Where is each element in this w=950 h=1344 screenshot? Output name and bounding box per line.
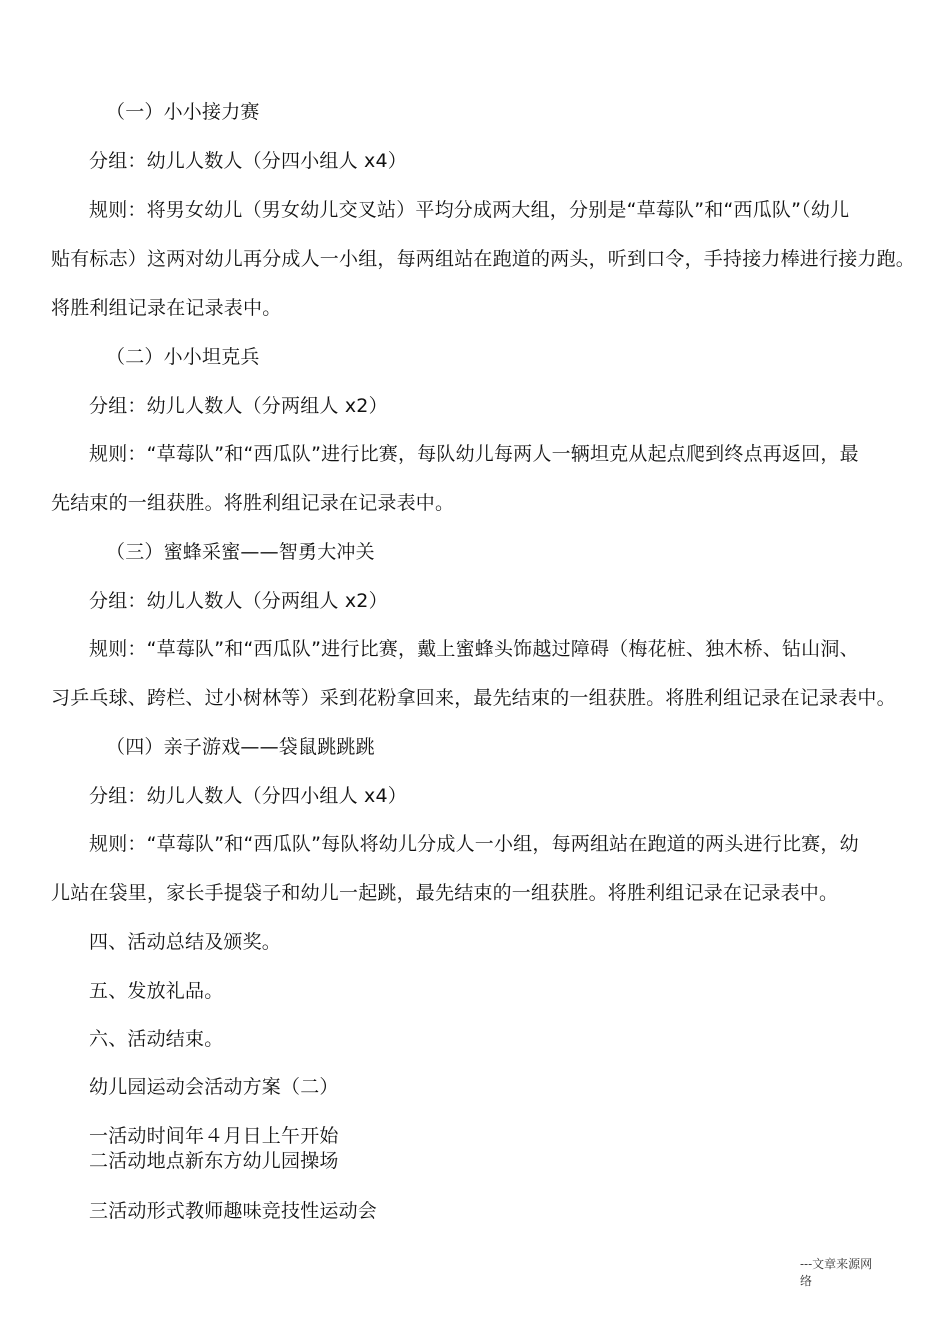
- section-3-heading: （三）蜜蜂采蜜——智勇大冲关: [106, 541, 375, 563]
- section-3-rule-line-1: 规则：“草莓队”和“西瓜队”进行比赛，戴上蜜蜂头饰越过障碍（梅花桩、独木桥、钻山洞、: [89, 638, 859, 660]
- section-1-rule-line-2: 贴有标志）这两对幼儿再分成人一小组，每两组站在跑道的两头，听到口令，手持接力棒进行接力跑。: [51, 248, 916, 270]
- section-2-rule-line-1: 规则：“草莓队”和“西瓜队”进行比赛，每队幼儿每两人一辆坦克从起点爬到终点再返回，最: [89, 443, 859, 465]
- section-4-rule-line-2: 儿站在袋里，家长手提袋子和幼儿一起跳，最先结束的一组获胜。将胜利组记录在记录表中。: [51, 882, 839, 904]
- section-1-heading: （一）小小接力赛: [106, 101, 260, 123]
- section-2-rule-line-2: 先结束的一组获胜。将胜利组记录在记录表中。: [51, 492, 455, 514]
- section-2-heading: （二）小小坦克兵: [106, 346, 260, 368]
- plan-two-format: 三活动形式教师趣味竞技性运动会: [89, 1200, 378, 1222]
- section-1-rule-line-1: 规则：将男女幼儿（男女幼儿交叉站）平均分成两大组，分别是“草莓队”和“西瓜队”（幼儿: [89, 199, 850, 221]
- item-gifts: 五、发放礼品。: [89, 980, 224, 1002]
- source-footnote: [800, 1256, 890, 1290]
- section-4-group: 分组：幼儿人数人（分四小组人 x4）: [89, 785, 407, 807]
- section-3-rule-line-2: 习乒乓球、跨栏、过小树林等）采到花粉拿回来，最先结束的一组获胜。将胜利组记录在记录表中。: [51, 687, 896, 709]
- plan-two-title: 幼儿园运动会活动方案（二）: [89, 1076, 339, 1098]
- plan-two-time: 一活动时间年４月日上午开始: [89, 1125, 339, 1147]
- section-1-group: 分组：幼儿人数人（分四小组人 x4）: [89, 150, 407, 172]
- section-1-rule-line-3: 将胜利组记录在记录表中。: [51, 297, 282, 319]
- section-4-rule-line-1: 规则：“草莓队”和“西瓜队”每队将幼儿分成人一小组，每两组站在跑道的两头进行比赛，幼: [89, 833, 859, 855]
- item-summary-awards: 四、活动总结及颁奖。: [89, 931, 282, 953]
- source-footnote-line-2: 络: [800, 1274, 813, 1288]
- section-4-heading: （四）亲子游戏——袋鼠跳跳跳: [106, 736, 375, 758]
- plan-two-location: 二活动地点新东方幼儿园操场: [89, 1150, 339, 1172]
- item-activity-end: 六、活动结束。: [89, 1028, 224, 1050]
- section-3-group: 分组：幼儿人数人（分两组人 x2）: [89, 590, 388, 612]
- section-2-group: 分组：幼儿人数人（分两组人 x2）: [89, 395, 388, 417]
- source-footnote-line-1: ---文章来源网: [800, 1257, 873, 1271]
